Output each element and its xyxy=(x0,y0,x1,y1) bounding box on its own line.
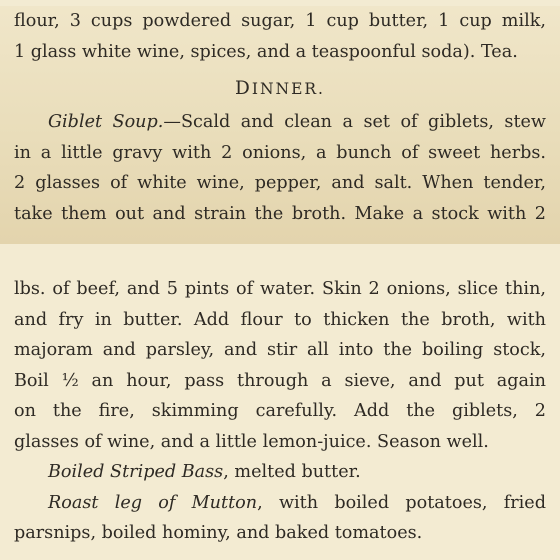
heading-rest: INNER. xyxy=(251,80,325,98)
striped-bass-line xyxy=(14,457,546,488)
recipe-title-striped-bass: Boiled Striped Bass xyxy=(48,462,224,482)
text-line: and fry in butter. Add flour to thicken the broth, with xyxy=(14,309,546,330)
text-line: 2 glasses of white wine, pepper, and salt. When tender, xyxy=(14,173,546,193)
em-dash: — xyxy=(163,112,181,132)
text-line: on the fire, skimming carefully. Add the giblets, 2 xyxy=(14,401,546,421)
text-line: in a little gravy with 2 onions, a bunch of sweet herbs. xyxy=(14,142,546,163)
recipe-title-roast-mutton: Roast leg of Mutton xyxy=(48,492,258,513)
heading-initial: D xyxy=(234,78,252,99)
page-upper-section xyxy=(0,6,560,244)
text-line: take them out and strain the broth. Make a stock with 2 xyxy=(14,203,546,224)
page-gap xyxy=(14,244,546,274)
giblet-text: Scald and clean a set of giblets, stew xyxy=(180,112,546,132)
fraction: ½ xyxy=(61,370,79,391)
text-line: majoram and parsley, and stir all into the boiling stock, xyxy=(14,340,546,360)
text-line: flour, 3 cups powdered sugar, 1 cup butter, 1 cup milk, xyxy=(14,11,546,31)
boil-line xyxy=(14,366,546,397)
boil-post: an hour, pass through a sieve, and put again xyxy=(78,370,546,391)
text-line: glasses of wine, and a little lemon-juice. Season well. xyxy=(14,431,489,452)
mutton-line xyxy=(14,488,546,519)
boil-pre: Boil xyxy=(14,370,62,391)
recipe-title-giblet-soup: Giblet Soup. xyxy=(48,112,164,132)
text-line: 1 glass white wine, spices, and a teaspoonful soda). Tea. xyxy=(14,41,518,62)
text-line: parsnips, boiled hominy, and baked tomatoes. xyxy=(14,523,423,543)
section-heading-dinner xyxy=(14,71,546,107)
bass-text: , melted butter. xyxy=(223,462,361,482)
giblet-soup-line xyxy=(14,107,546,138)
mutton-text: , with boiled potatoes, fried xyxy=(257,492,546,513)
text-line: lbs. of beef, and 5 pints of water. Skin 2 onions, slice thin, xyxy=(14,279,546,299)
